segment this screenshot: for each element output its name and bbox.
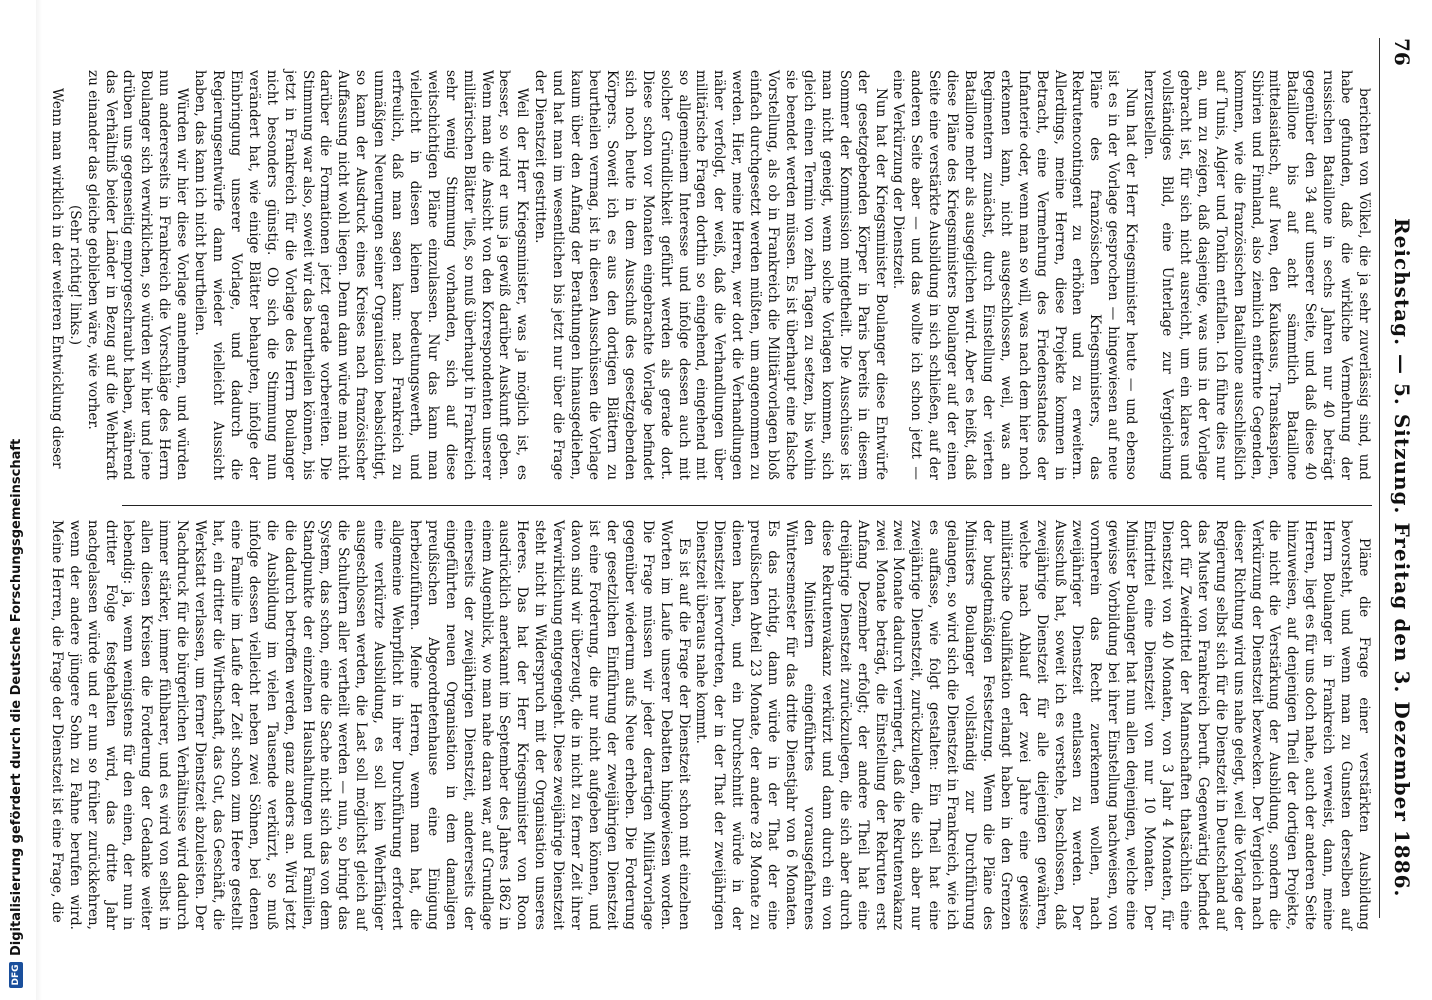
paragraph: Nun hat der Kriegsminister Boulanger diese Entwürfe der gesetzgebenden Körper in Paris bereits in diesem Sommer der Kommission mitgetheilt. Die Ausschüsse ist man nicht geneigt, wenn solche Vorlagen kommen, sich gleich einen Termin von zehn Tagen zu setzen, bis wohin sie beendet werden müssen. Es ist überhaupt eine falsche Vorstellung, als ob in Frankreich die Militärvorlagen bloß einfach durchgesetzt werden müßten, um angenommen zu werden. Hier, meine Herren, wer dort die Verhandlungen näher verfolgt, der weiß, daß die Verhandlungen über militärische Fragen dorthin so eingehend, eingehend mit so allgemeinem Interesse und infolge dessen auch mit solcher Gründlichkeit geführt werden als gerade dort. Diese schon vor Monaten eingebrachte Vorlage befindet sich noch heute in dem Ausschuß des gesetzgebenden Körpers. Soweit ich es aus den dortigen Blättern zu beurtheilen vermag, ist in diesen Ausschüssen die Vorlage kaum über den Anfang der Berathungen hinausgediehen, und hat man im wesentlichen bis jetzt nur über die Frage der Dienstzeit gestritten.	[532, 70, 889, 480]
page-header	[1384, 38, 1414, 918]
page-number: 76	[1390, 38, 1414, 66]
paragraph: Nun hat der Herr Kriegsminister heute — und ebenso ist es in der Vorlage gesprochen — hingewiesen auf neue Pläne des französischen Kriegsministers, das Rekrutencontingent zu erhöhen und zu erweitern. Allerdings, meine Herren, diese Projekte kommen in Betracht, eine Vermehrung des Friedensstandes der Infanterie oder, wenn man so will, was nach dem hier noch erkennen kann, nicht ausgeschlossen, weil, was an Regimentern zunächst, durch Einstellung der vierten Bataillone mehr als ausgeglichen wird. Aber es heißt, daß diese Pläne des Kriegsministers Boulanger auf der einen Seite eine verstärkte Ausbildung in sich schließen, auf der anderen Seite aber — und das wollte ich schon jetzt — eine Verkürzung der Dienstzeit.	[890, 70, 1140, 480]
paragraph: Es ist auf die Frage der Dienstzeit schon mit einzelnen Worten im Laufe unserer Debatten hingewiesen worden. Die Frage müssen wir jeder derartigen Militärvorlage gegenüber wiederum aufs Neue erheben. Die Forderung der gesetzlichen Einführung der zweijährigen Dienstzeit ist eine Forderung, die nur nicht aufgeben können, und davon sind wir überzeugt, die in nicht zu ferner Zeit ihrer Verwirklichung entgegengeht. Diese zweijährige Dienstzeit steht nicht in Widerspruch mit der Organisation unseres Heeres. Das hat der Herr Kriegsminister von Roon ausdrücklich anerkannt im September des Jahres 1862 in einem Augenblick, wo man nahe daran war, auf Grundlage einerseits der zweijährigen Dienstzeit, andererseits der eingeführten neuen Organisation in dem damaligen preußischen Abgeordnetenhause eine Einigung herbeizuführen. Meine Herren, wenn man hat, die allgemeine Wehrpflicht in ihrer Durchführung erfordert eine verkürzte Ausbildung, es soll kein Wehrfähiger ausgeschlossen werden, die Last soll möglichst gleich auf die Schultern aller vertheilt werden — nun, so bringt das System, das schon, eine die Sache nicht sich das von dem Standpunkte der einzelnen Haushaltungen und Familien, die dadurch betroffen werden, ganz anders an. Wird jetzt die Ausbildung im vielen Tausende verkürzt, so muß infolge dessen vielleicht neben zwei Söhnen, bei denen eine Familie im Laufe der Zeit schon zum Heere gestellt hat, ein dritter die Wirthschaft, das Gut, das Geschäft, die Werkstatt verlassen, um ferner Dienstzeit abzuleisten. Der Nachdruck für die bürgerlichen Verhältnisse wird dadurch immer stärker, immer fühlbarer, und es wird von selbst in allen diesen Kreisen die Forderung der Gedanke weiter lebendig: ja, wenn wenigstens für den einen, der nun in dritter Folge festgehalten wird, das dritte Jahr nachgelassen würde und er nun so früher zurückkehren, wenn der andere jüngere Sohn zu Fahne berufen wird. Meine Herren, die Frage der Dienstzeit ist eine Frage, die	[48, 520, 692, 930]
paragraph: Weil der Herr Kriegsminister, was ja möglich ist, es besser, so wird er uns ja gewiß darüber Auskunft geben. Wenn man die Ansicht von den Korrespondenten unserer militärischen Blätter 'ließ, so muß überhaupt in Frankreich sehr wenig Stimmung vorhanden, sich auf diese weitschichtigen Pläne einzulassen. Nur das kann man vielleicht in diesen kleinen bedeutungswerth, und erfreulich, daß man sagen kann: nach Frankreich zu unmäßigen Neuerungen seiner Organisation beabsichtigt, so kann der Ausdruck eines Kreises nach französischer Auffassung nicht wohl liegen. Denn dann würde man nicht darüber die Formationen jetzt gerade vorbereiten. Die Stimmung war also, soweit wir das beurtheilen können, bis jetzt in Frankreich für die Vorlage des Herrn Boulanger nicht besonders günstig. Ob sich die Stimmung nun verändert hat, wie einige Blätter behaupten, infolge der Einbringung unserer Vorlage, und dadurch die Regierungsentwürfe dann wieder vielleicht Aussicht haben, das kann ich nicht beurtheilen.	[192, 70, 531, 480]
left-column	[48, 70, 1372, 480]
paragraph: berichten von Völkel, die ja sehr zuverlässig sind, und habe gefunden, daß die wirkliche Vermehrung der russischen Bataillone in sechs Jahren nur 40 beträgt gegenüber den 34 auf unserer Seite, und daß diese 40 Bataillone bis auf acht sämmtlich Bataillone mittelasiatisch, auf Iwen, den Kaukasus, Transkaspien, Sibirien und Finnland, also ziemlich entfernte Gegenden, kommen, wie die französischen Bataillone ausschließlich auf Tunis, Algier und Tonkin entfallen. Ich führe dies nur an, um zu zeigen, daß dasjenige, was uns in der Vorlage gebracht ist, für sich nicht ausreicht, um ein klares und vollständiges Bild, eine Unterlage zur Vergleichung herzustellen.	[1141, 70, 1372, 480]
applause-note: (Sehr richtig! links.)	[66, 204, 83, 346]
running-head: Reichstag. — 5. Sitzung. Freitag den 3. Dezember 1886.	[1390, 218, 1414, 898]
paragraph: Würden wir hier diese Vorlage annehmen, und würden nun andererseits in Frankreich die Vorschläge des Herrn Boulanger sich verwirklichen, so würden wir hier und jene drüben uns gegenseitig emporgeschraubt haben, während das Verhältniß beider Länder in Bezug auf die Wehrkraft zu einander das gleiche geblieben wäre, wie vorher.	[84, 70, 191, 480]
dfg-logo-icon: DFG	[9, 962, 23, 988]
rotated-page	[48, 0, 1432, 960]
paragraph: Wenn man wirklich in der weiteren Entwicklung dieser	[48, 88, 65, 469]
page-edge-shadow	[36, 0, 42, 1000]
credit-text: Digitalisierung gefördert durch die Deutsche Forschungsgemeinschaft	[8, 438, 24, 956]
paragraph: Pläne die Frage einer verstärkten Ausbildung bevorsteht, und wenn man zu Gunsten derselben auf Herrn Boulanger in Frankreich verweist, dann, meine Herren, liegt es für uns doch nahe, auch der anderen Seite hinzuweisen, auf denjenigen Theil der dortigen Projekte, die nicht die Verstärkung der Ausbildung, sondern die Verkürzung der Dienstzeit bezwecken. Der Vergleich nach dieser Richtung wird uns nahe gelegt, weil die Vorlage der Regierung selbst sich für die Dienstzeit in Deutschland auf das Muster von Frankreich beruft. Gegenwärtig befindet dort für Zweidrittel der Mannschaften thatsächlich eine Dienstzeit von 40 Monaten, von 3 Jahr 4 Monaten, für Eindrittel eine Dienstzeit von nur 10 Monaten. Der Minister Boulanger hat nun allen denjenigen, welche eine gewisse Vorbildung bei ihrer Einstellung nachweisen, von vornherein das Recht zuerkennen wollen, nach zweijähriger Dienstzeit entlassen zu werden. Der Ausschuß hat, soweit ich es verstehe, beschlossen, daß zweijährige Dienstzeit für alle diejenigen gewähren, welche nach Ablauf der zwei Jahre eine gewisse militärische Qualifikation erlangt haben in den Grenzen der budgetmäßigen Festsetzung. Wenn die Pläne des Ministers Boulanger vollständig zur Durchführung gelangen, so wird sich die Dienstzeit in Frankreich, wie ich es auffasse, wie folgt gestalten: Ein Theil hat eine zweijährige Dienstzeit, zurückzulegen, die sich aber nur zwei Monate dadurch verringert, daß die Rekrutenvakanz zwei Monate beträgt, die Einstellung der Rekruten erst Anfang Dezember erfolgt; der andere Theil hat eine dreijährige Dienstzeit zurückzulegen, die sich aber durch diese Rekrutenvakanz verkürzt und dann durch ein von den Ministern eingeführtes vorausgefahrenes Wintersemester für das dritte Dienstjahr von 6 Monaten. Es das richtig, dann würde in der That der eine preußischen Abteil 23 Monate, der andere 28 Monate zu dienen haben, und ein Durchschnitt würde in der Dienstzeit hervortreten, der in der That der zweijährigen Dienstzeit überaus nahe kommt.	[693, 520, 1372, 930]
header-rule	[1379, 38, 1380, 918]
column-divider	[122, 505, 1372, 506]
right-column	[48, 520, 1372, 930]
digitization-credit	[0, 0, 32, 1000]
